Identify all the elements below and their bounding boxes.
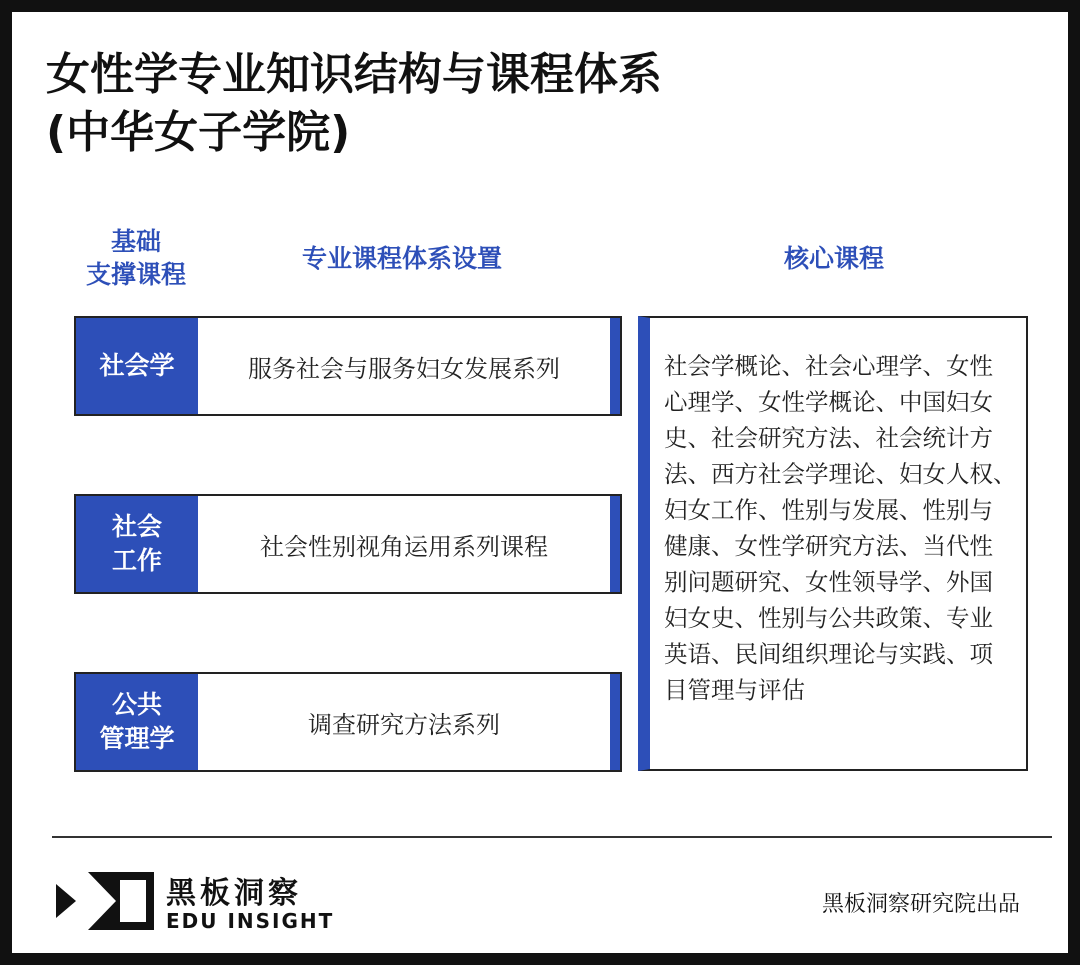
row-label-line: 社会 xyxy=(111,512,162,541)
page-title xyxy=(46,46,1046,162)
header-core-courses xyxy=(640,242,1028,275)
core-line: 妇女工作、性别与发展、性别与 xyxy=(664,496,993,524)
core-courses-box xyxy=(638,316,1028,771)
row-label-social-work xyxy=(76,496,198,592)
header-basic-line-1: 基础 xyxy=(110,227,161,256)
row-public-management xyxy=(74,672,622,772)
header-core-text: 核心课程 xyxy=(783,244,884,273)
row-label-line: 公共 xyxy=(111,690,162,719)
core-line: 目管理与评估 xyxy=(664,676,805,704)
core-line: 法、西方社会学理论、妇女人权、 xyxy=(664,460,1017,488)
core-courses-text xyxy=(664,348,1020,708)
publisher-credit: 黑板洞察研究院出品 xyxy=(821,892,1020,917)
row-series-text: 服务社会与服务妇女发展系列 xyxy=(248,354,560,383)
row-label-line: 管理学 xyxy=(99,724,175,753)
row-accent-bar xyxy=(610,496,620,592)
core-line: 史、社会研究方法、社会统计方 xyxy=(664,424,993,452)
logo-name: 黑板洞察 xyxy=(166,876,302,911)
row-series-text: 调查研究方法系列 xyxy=(308,710,500,739)
header-basic-line-2: 支撑课程 xyxy=(85,260,186,289)
header-course-system xyxy=(202,242,602,275)
core-line: 英语、民间组织理论与实践、项 xyxy=(664,640,993,668)
core-line: 健康、女性学研究方法、当代性 xyxy=(664,532,993,560)
title-line-2: (中华女子学院) xyxy=(46,107,351,158)
logo-subtitle: EDU INSIGHT xyxy=(166,909,335,933)
core-line: 别问题研究、女性领导学、外国 xyxy=(664,568,993,596)
edu-insight-logo-icon xyxy=(54,870,156,932)
row-label-line: 社会学 xyxy=(99,351,175,380)
row-sociology xyxy=(74,316,622,416)
core-line: 社会学概论、社会心理学、女性 xyxy=(664,352,993,380)
row-accent-bar xyxy=(610,318,620,414)
row-accent-bar xyxy=(610,674,620,770)
row-label-sociology xyxy=(76,318,198,414)
header-basic-courses xyxy=(70,225,202,291)
title-line-1: 女性学专业知识结构与课程体系 xyxy=(46,49,662,100)
row-label-public-management xyxy=(76,674,198,770)
row-label-line: 工作 xyxy=(111,546,162,575)
footer-divider xyxy=(52,836,1052,838)
core-line: 心理学、女性学概论、中国妇女 xyxy=(664,388,993,416)
row-series-text: 社会性别视角运用系列课程 xyxy=(260,532,548,561)
header-system-text: 专业课程体系设置 xyxy=(301,244,502,273)
core-line: 妇女史、性别与公共政策、专业 xyxy=(664,604,993,632)
row-social-work xyxy=(74,494,622,594)
